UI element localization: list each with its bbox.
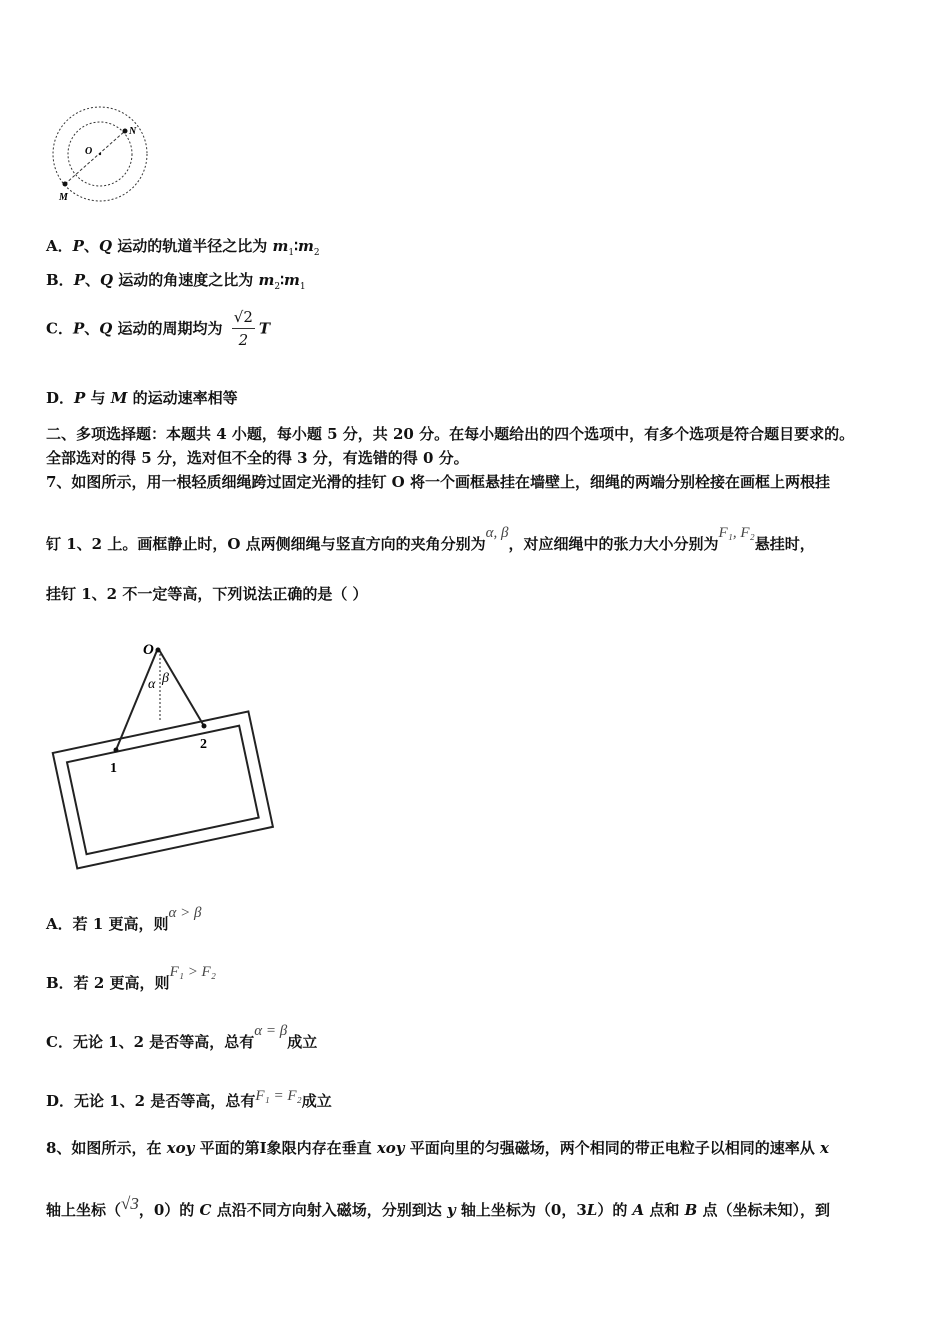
- q7-option-b: B．若 2 更高，则F₁ > F₂: [46, 964, 216, 992]
- nail-o: [156, 648, 161, 653]
- label-o: O: [85, 146, 93, 157]
- q6-option-a: A．P、Q 运动的轨道半径之比为 $m_1∶m_2$: [46, 237, 320, 258]
- fig-label-2: 2: [200, 737, 207, 752]
- q6-option-d: D．P 与 M 的运动速率相等: [46, 389, 238, 407]
- picture-frame-figure: [50, 636, 280, 876]
- point-n: [123, 129, 128, 134]
- nail-1: [114, 748, 119, 753]
- diameter-line: [65, 131, 125, 184]
- q8-stem-line2: 轴上坐标（√3，0）的 C 点沿不同方向射入磁场，分别到达 y 轴上坐标为（0，3L）的 A 点和 B 点（坐标未知），到: [46, 1194, 831, 1219]
- point-o: [99, 153, 101, 155]
- section2-line2: 全部选对的得 5 分，选对但不全的得 3 分，有选错的得 0 分。: [46, 449, 469, 467]
- q7-stem-line3: 挂钉 1、2 不一定等高，下列说法正确的是（ ）: [46, 585, 368, 603]
- q7-option-c: C．无论 1、2 是否等高，总有α = β成立: [46, 1023, 318, 1051]
- q7-option-a: A．若 1 更高，则α > β: [46, 905, 202, 933]
- q6-option-b: B．P、Q 运动的角速度之比为 $m_2∶m_1$: [46, 271, 306, 292]
- q7-option-d: D．无论 1、2 是否等高，总有F₁ = F₂成立: [46, 1088, 332, 1110]
- nail-2: [202, 724, 207, 729]
- frame-inner: [67, 726, 259, 855]
- q8-stem-line1: 8、如图所示，在 xoy 平面的第Ⅰ象限内存在垂直 xoy 平面向里的匀强磁场，两个相同的带正电粒子以相同的速率从 x: [46, 1139, 829, 1157]
- string-right: [158, 648, 204, 726]
- circle-orbit-figure: [48, 104, 158, 204]
- fraction-sqrt2-over-2: $\frac{√2}{2}$: [233, 308, 253, 349]
- q7-stem-line1: 7、如图所示，用一根轻质细绳跨过固定光滑的挂钉 O 将一个画框悬挂在墙壁上，细绳的两端分别栓接在画框上两根挂: [46, 473, 830, 491]
- point-m: [63, 182, 68, 187]
- frame-outer: [53, 711, 273, 868]
- fig-label-1: 1: [110, 761, 117, 776]
- q7-stem-line2: 钉 1、2 上。画框静止时，O 点两侧细绳与竖直方向的夹角分别为α, β，对应细绳中的张力大小分别为F₁, F₂悬挂时，: [46, 525, 815, 553]
- label-m: M: [59, 192, 68, 203]
- label-n: N: [129, 126, 137, 137]
- fig-label-alpha: α: [148, 677, 156, 692]
- q6-option-c: C．P、Q 运动的周期均为 $\frac{√2}{2}$ T: [46, 308, 271, 349]
- section2-line1: 二、多项选择题：本题共 4 小题，每小题 5 分，共 20 分。在每小题给出的四个选项中，有多个选项是符合题目要求的。: [46, 425, 855, 443]
- fig-label-beta: β: [162, 671, 169, 686]
- fig-label-o: O: [143, 642, 154, 658]
